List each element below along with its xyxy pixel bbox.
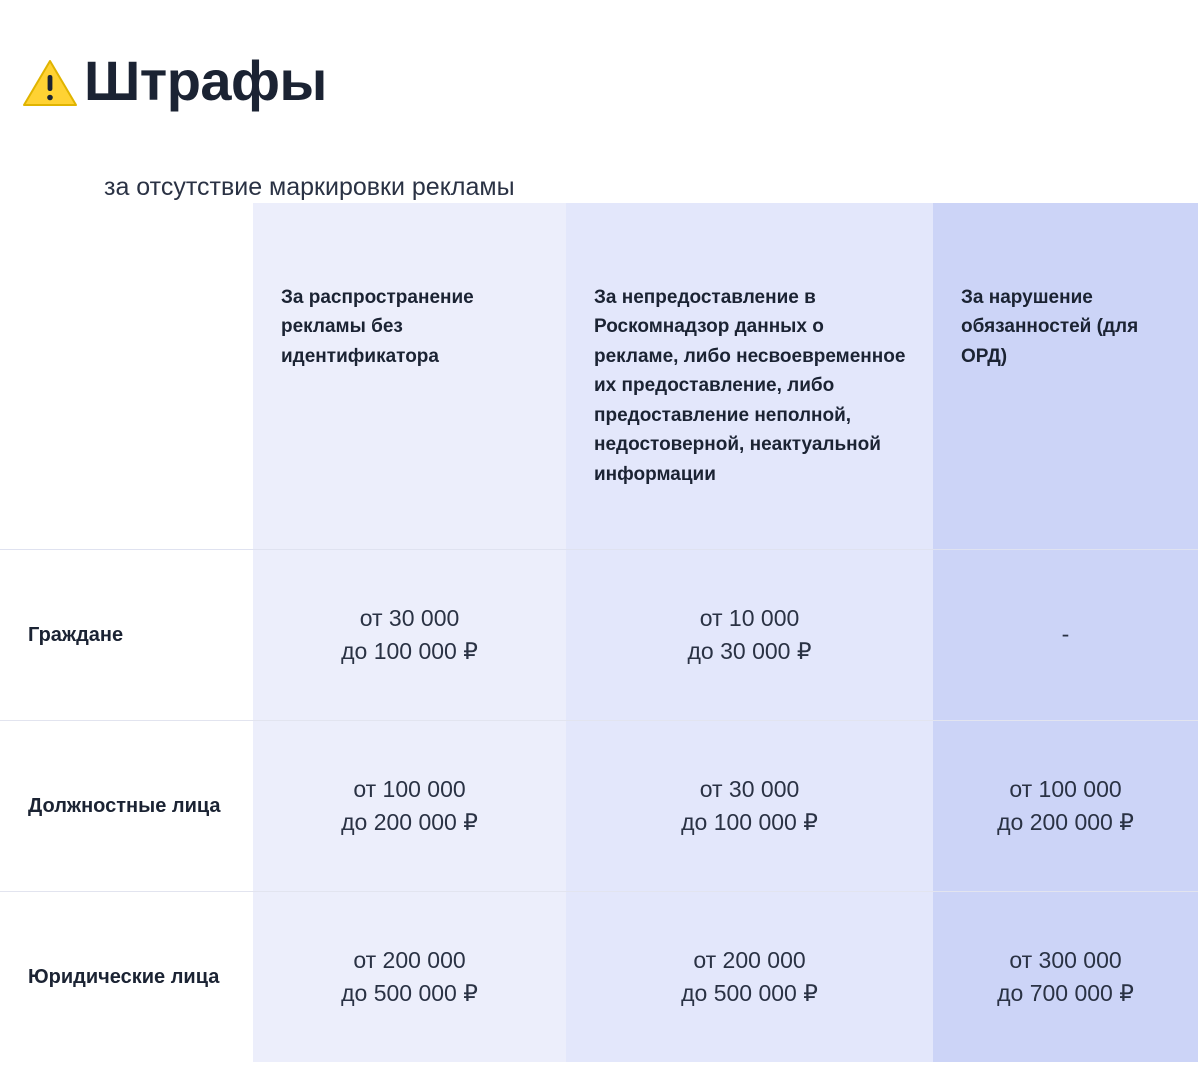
amount-to: до 30 000 ₽ [687,638,812,665]
amount-from: от 10 000 [699,604,800,631]
header [0,0,1198,202]
warning-triangle-icon [22,57,78,109]
cell-officials-distribution [253,721,566,892]
table-row [0,550,1198,721]
amount-to: до 500 000 ₽ [681,980,818,1007]
amount-to: до 100 000 ₽ [341,638,478,665]
cell-legal-distribution [253,892,566,1063]
row-label-citizens: Граждане [0,550,253,721]
table-body [0,550,1198,1063]
amount-from: от 100 000 [353,775,466,802]
amount-to: до 500 000 ₽ [341,980,478,1007]
amount-to: до 200 000 ₽ [997,809,1134,836]
column-header-distribution: За распространение рекламы без идентификатора [253,203,566,550]
cell-legal-no-data [566,892,933,1063]
amount-from: от 300 000 [1009,946,1122,973]
amount-from: от 30 000 [359,604,460,631]
cell-legal-duties [933,892,1198,1063]
cell-officials-no-data [566,721,933,892]
column-header-no-data: За непредоставление в Роскомнадзор данных о рекламе, либо несвоевременное их предоставление, либо предоставление неполной, недостоверной, неактуальной информации [566,203,933,550]
cell-citizens-distribution [253,550,566,721]
amount-from: - [1061,621,1070,648]
column-header-duties: За нарушение обязанностей (для ОРД) [933,203,1198,550]
amount-to: до 200 000 ₽ [341,809,478,836]
amount-from: от 30 000 [699,775,800,802]
amount-from: от 200 000 [693,946,806,973]
table-header-row [0,203,1198,550]
page-title: Штрафы [84,48,327,112]
row-label-officials: Должностные лица [0,721,253,892]
fines-table-container [0,203,1198,1070]
page-subtitle: за отсутствие маркировки рекламы [104,172,515,201]
cell-officials-duties [933,721,1198,892]
cell-citizens-duties [933,550,1198,721]
amount-from: от 200 000 [353,946,466,973]
table-row [0,721,1198,892]
amount-to: до 700 000 ₽ [997,980,1134,1007]
fines-table [0,203,1198,1062]
title-row [0,14,1198,148]
row-label-legal-entities: Юридические лица [0,892,253,1063]
table-row [0,892,1198,1063]
cell-citizens-no-data [566,550,933,721]
table-header [0,203,1198,550]
amount-to: до 100 000 ₽ [681,809,818,836]
column-header-empty [0,203,253,550]
amount-from: от 100 000 [1009,775,1122,802]
